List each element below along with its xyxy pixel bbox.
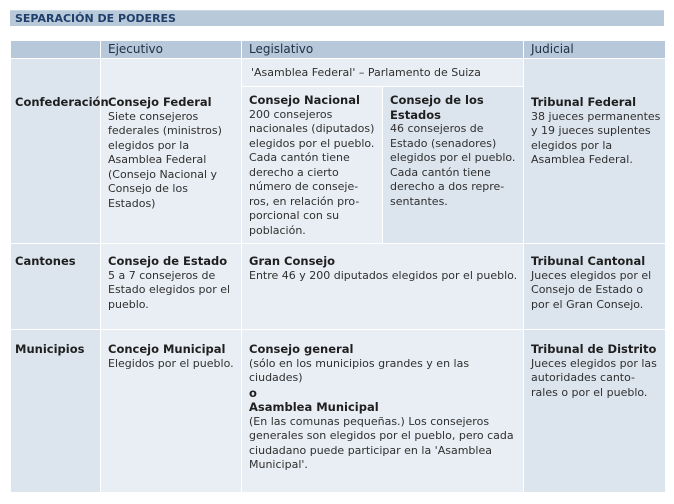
ejecutivo-title: Consejo de Estado [108, 254, 228, 268]
ejecutivo-body: Siete consejeros federales (ministros) elegidos por la Asamblea Federal (Consejo Nacional y Consejo de los Estados) [108, 109, 222, 210]
table-row [11, 244, 666, 330]
row-label-cantones: Cantones [11, 244, 101, 330]
header-judicial: Judicial [524, 41, 666, 59]
table-row [11, 59, 666, 87]
judicial-title: Tribunal Federal [531, 95, 637, 109]
cell-cantones-ejecutivo [101, 244, 242, 330]
cell-confederacion-judicial [524, 59, 666, 244]
cell-asamblea-federal: 'Asamblea Federal' – Parlamento de Suiza [242, 59, 524, 87]
cell-municipios-legislativo [242, 330, 524, 493]
cell-cantones-judicial [524, 244, 666, 330]
legislativo-title: Gran Consejo [249, 254, 336, 268]
ejecutivo-body: Elegidos por el pueblo. [108, 356, 234, 370]
header-ejecutivo: Ejecutivo [101, 41, 242, 59]
header-row [11, 41, 666, 59]
estados-body: 46 consejeros de Estado (senadores) elegidos por el pueblo. Cada cantón tiene derecho a dos repre-sentantes. [390, 122, 516, 208]
page-title: SEPARACIÓN DE PODERES [15, 12, 176, 25]
nacional-body: 200 consejeros nacionales (diputados) elegidos por el pueblo. Cada cantón tiene derecho a cierto número de conseje-ros, en relación pro-porcional con su población. [249, 107, 375, 237]
cell-consejo-estados [383, 87, 524, 244]
consejo-general-body: (sólo en los municipios grandes y en las ciudades) [249, 356, 470, 384]
ejecutivo-title: Concejo Municipal [108, 342, 226, 356]
legislativo-body: Entre 46 y 200 diputados elegidos por el pueblo. [249, 268, 518, 282]
ejecutivo-body: 5 a 7 consejeros de Estado elegidos por el pueblo. [108, 268, 231, 311]
or-separator: o [249, 385, 257, 400]
judicial-body: Jueces elegidos por las autoridades canto-rales o por el pueblo. [531, 356, 657, 399]
judicial-body: Jueces elegidos por el Consejo de Estado o por el Gran Consejo. [531, 268, 652, 311]
consejo-general-title: Consejo general [249, 342, 354, 356]
ejecutivo-title: Consejo Federal [108, 95, 212, 109]
judicial-title: Tribunal de Distrito [531, 342, 657, 356]
title-bar [10, 10, 664, 26]
cell-municipios-judicial [524, 330, 666, 493]
cell-confederacion-ejecutivo [101, 59, 242, 244]
cell-consejo-nacional [242, 87, 383, 244]
judicial-body: 38 jueces permanentes y 19 jueces suplentes elegidos por la Asamblea Federal. [531, 109, 661, 166]
estados-title: Consejo de los Estados [390, 93, 484, 122]
nacional-title: Consejo Nacional [249, 93, 360, 107]
table-row [11, 330, 666, 493]
asamblea-municipal-body: (En las comunas pequeñas.) Los consejeros generales son elegidos por el pueblo, pero cada ciudadano puede participar en la 'Asamblea Municipal'. [249, 414, 514, 471]
cell-municipios-ejecutivo [101, 330, 242, 493]
judicial-title: Tribunal Cantonal [531, 254, 646, 268]
header-legislativo: Legislativo [242, 41, 524, 59]
row-label-municipios: Municipios [11, 330, 101, 493]
asamblea-municipal-title: Asamblea Municipal [249, 400, 379, 414]
cell-cantones-legislativo [242, 244, 524, 330]
header-corner [11, 41, 101, 59]
powers-table [10, 40, 666, 493]
row-label-confederacion: Confederación [11, 59, 101, 244]
